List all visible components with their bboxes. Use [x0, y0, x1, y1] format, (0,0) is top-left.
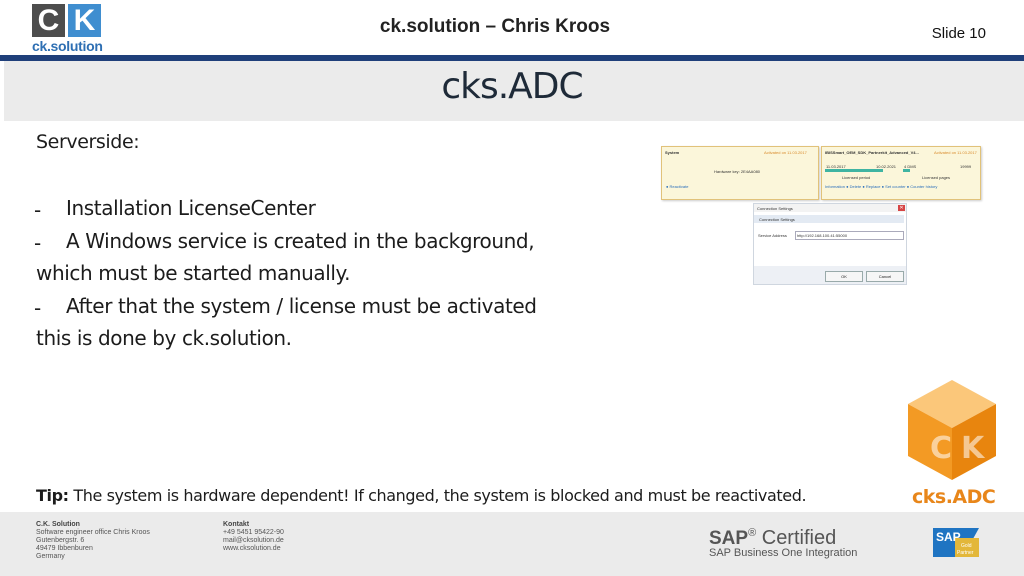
panel-b-status: Activated on 11.03.2017: [934, 150, 977, 155]
system-panel-screenshot: [661, 146, 819, 200]
header-title: ck.solution – Chris Kroos: [379, 16, 611, 37]
footer-address-line: Software engineer office Chris Kroos: [36, 529, 150, 536]
hardware-key-label: Hardware key: 2E4AA080: [714, 169, 761, 174]
license-date-from: 11.03.2017: [826, 164, 846, 169]
cube-k-glyph: K: [961, 431, 985, 466]
slide-number: Slide 10: [931, 25, 986, 42]
sap-badge-text: SAP: [936, 530, 961, 544]
bullet-line-4: After that the system / license must be activated: [66, 294, 537, 318]
logo-text: ck.solution: [32, 38, 103, 54]
license-date-to: 10.02.2021: [876, 164, 897, 169]
footer-phone: +49 5451 95422-90: [223, 529, 284, 536]
sap-gold-partner-badge: [933, 528, 979, 557]
reactivate-link[interactable]: ● Reactivate: [666, 184, 689, 189]
gold-badge-text: Gold: [961, 543, 972, 549]
footer-company: C.K. Solution: [36, 521, 80, 528]
close-icon[interactable]: ✕: [899, 205, 904, 211]
license-count-b: 19999: [960, 164, 972, 169]
panel-a-title: System: [665, 150, 680, 155]
cks-adc-cube-icon: [906, 378, 998, 482]
license-panel-screenshot: [821, 146, 981, 200]
bullet-line-3: which must be started manually.: [36, 261, 351, 285]
bullet-line-1: Installation LicenseCenter: [66, 196, 316, 220]
license-period-bar: [825, 169, 883, 172]
partner-badge-text: Partner: [957, 550, 974, 556]
footer-band: [0, 512, 1024, 576]
dialog-tab-label: Connection Settings: [759, 217, 795, 222]
logo-k-box: K: [68, 4, 101, 37]
tip-text: [36, 486, 806, 505]
sap-integration-label: SAP Business One Integration: [709, 547, 858, 559]
section-heading: Serverside:: [36, 131, 140, 153]
license-action-links[interactable]: Information ● Delete ● Replace ● Set counter ● Counter history: [825, 184, 938, 189]
bullet-line-5: this is done by ck.solution.: [36, 326, 292, 350]
bullet-dash: -: [34, 231, 41, 255]
footer-email[interactable]: mail@cksolution.de: [223, 537, 284, 544]
footer-website[interactable]: www.cksolution.de: [223, 545, 281, 552]
service-address-label: Service Address: [758, 233, 787, 238]
licensed-period-label: Licensed period: [842, 175, 871, 180]
slide-title: cks.ADC: [441, 66, 583, 107]
ok-button[interactable]: OK: [825, 271, 863, 282]
footer-address-line: Germany: [36, 553, 65, 560]
footer-address-block: [36, 521, 150, 561]
footer-address-line: Gutenbergstr. 6: [36, 537, 85, 544]
cube-label: cks.ADC: [912, 486, 996, 508]
panel-a-status: Activated on 11.03.2017: [764, 150, 807, 155]
bullet-dash: -: [34, 296, 41, 320]
cancel-button[interactable]: Cancel: [866, 271, 904, 282]
license-pages-bar: [903, 169, 910, 172]
license-count-a: 4 DMS: [904, 164, 917, 169]
tip-label: Tip:: [36, 486, 69, 505]
panel-b-title: IBISSmart_OEM_SDK_Partnerkit_Advanced_V4...: [825, 150, 919, 155]
sap-word: SAP: [709, 528, 749, 549]
cube-c-glyph: C: [930, 431, 953, 466]
dialog-title: Connection Settings: [757, 206, 793, 211]
sap-registered-mark: ®: [748, 527, 757, 539]
certified-word: Certified: [756, 527, 837, 549]
footer-address-line: 49479 Ibbenburen: [36, 545, 93, 552]
service-address-value: http://192.168.100.41:55000: [797, 233, 848, 238]
bullet-dash: -: [34, 198, 41, 222]
footer-contact-block: [223, 521, 284, 553]
footer-contact-heading: Kontakt: [223, 521, 250, 528]
connection-settings-dialog: [753, 203, 907, 285]
licensed-pages-label: Licensed pages: [922, 175, 951, 180]
logo-c-box: C: [32, 4, 65, 37]
bullet-line-2: A Windows service is created in the background,: [66, 229, 535, 253]
tip-body: The system is hardware dependent! If changed, the system is blocked and must be reactivated.: [68, 486, 807, 505]
